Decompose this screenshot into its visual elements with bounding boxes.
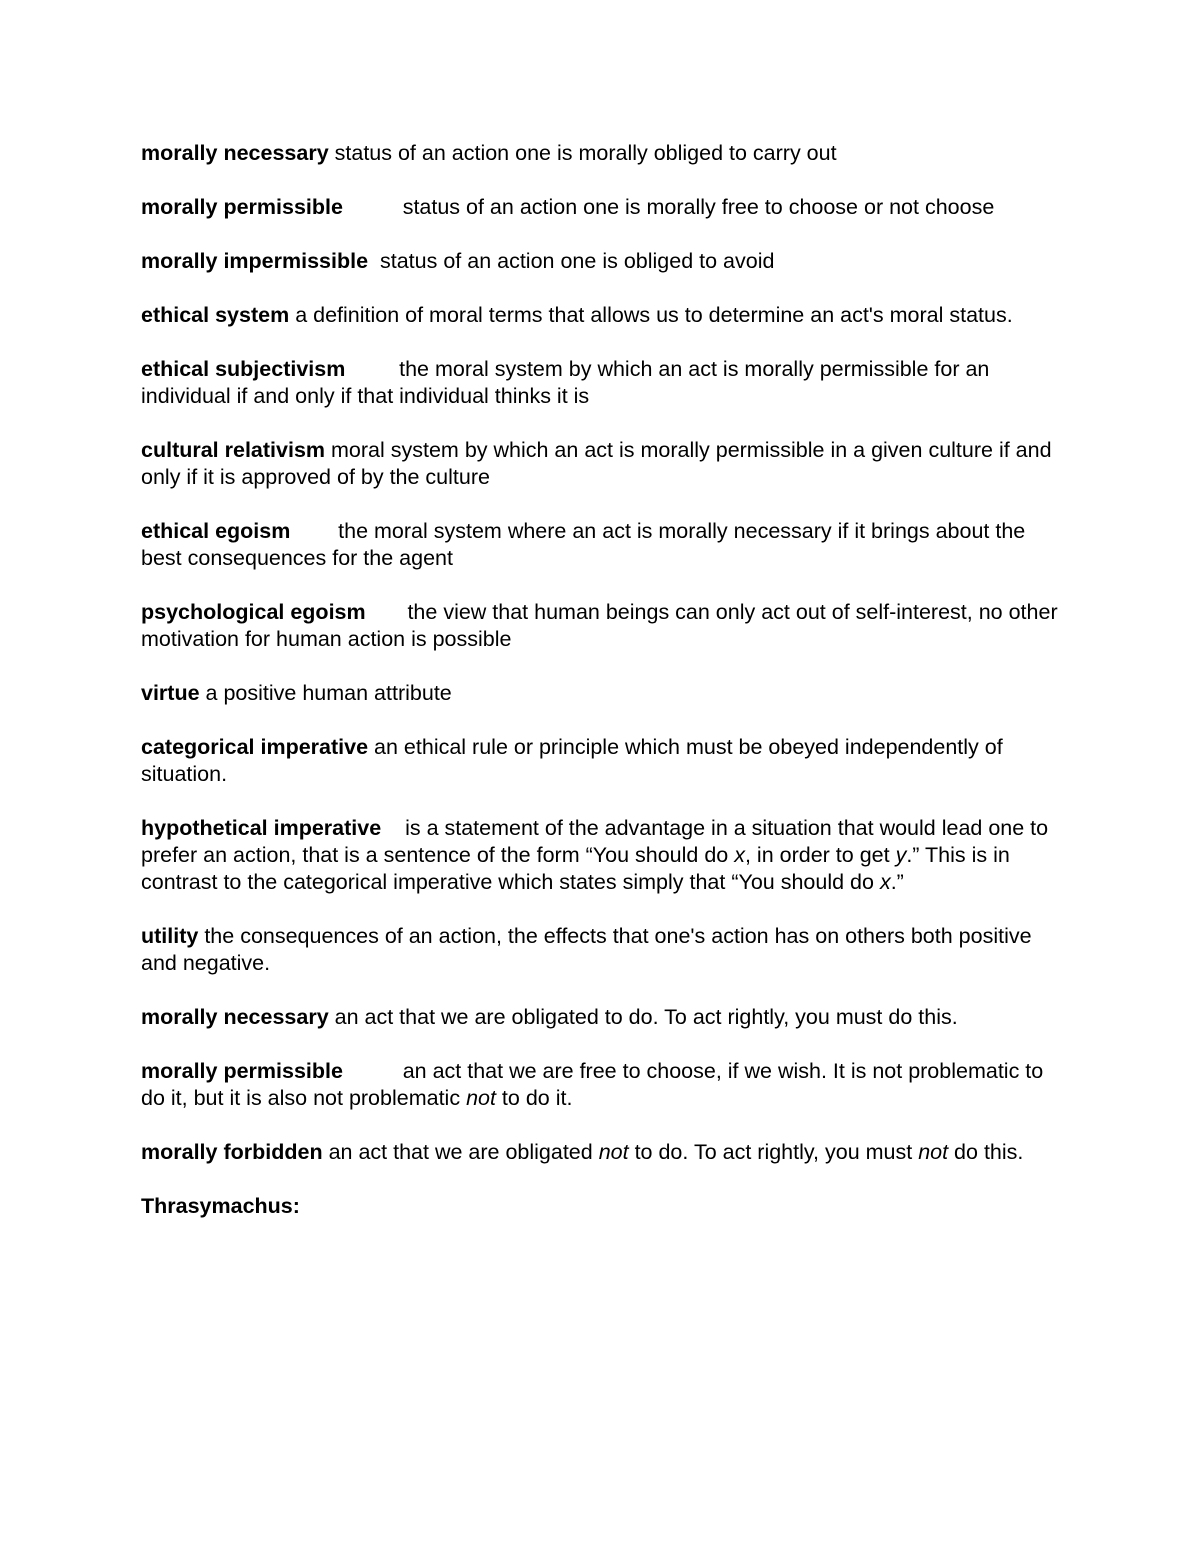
entry-term: morally forbidden [141, 1140, 323, 1164]
definition-entry [141, 302, 1066, 329]
definition-entry [141, 437, 1066, 491]
entry-term: utility [141, 924, 199, 948]
entry-definition: status of an action one is morally free to choose or not choose [402, 195, 995, 219]
section-heading: Thrasymachus: [141, 1194, 300, 1218]
italic-emphasis: not [466, 1086, 496, 1110]
definition-entry [141, 1058, 1066, 1112]
entry-term: ethical system [141, 303, 290, 327]
entry-term: categorical imperative [141, 735, 369, 759]
definition-text: to do it. [495, 1086, 573, 1110]
term-spacing [381, 816, 405, 840]
definition-entry [141, 140, 1066, 167]
term-spacing [366, 600, 408, 624]
entry-term: morally permissible [141, 1059, 343, 1083]
term-spacing [343, 1059, 403, 1083]
definition-entry [141, 1139, 1066, 1166]
definition-text: , in order to get [744, 843, 896, 867]
definition-text: .” [890, 870, 904, 894]
entry-term: ethical subjectivism [141, 357, 346, 381]
definition-entry [141, 248, 1066, 275]
entry-term: cultural relativism [141, 438, 326, 462]
entry-term: hypothetical imperative [141, 816, 382, 840]
entry-definition: a definition of moral terms that allows us to determine an act's moral status. [295, 303, 1013, 327]
term-spacing [368, 249, 380, 273]
entry-definition: the consequences of an action, the effects that one's action has on others both positive and negative. [141, 924, 1032, 975]
italic-emphasis: not [598, 1140, 629, 1164]
entry-definition: an ethical rule or principle which must be obeyed independently of situation. [141, 735, 1003, 786]
definition-entry [141, 518, 1066, 572]
entry-definition: the view that human beings can only act out of self-interest, no other motivation for human action is possible [141, 600, 1058, 651]
definition-entry [141, 599, 1066, 653]
definition-text: .” This is in contrast to the categorical imperative which states simply that “You should do [141, 843, 1010, 894]
definition-text: an act that we are free to choose, if we wish. It is not problematic to do it, but it is also not problematic [141, 1059, 1044, 1110]
definition-entry [141, 194, 1066, 221]
entry-definition: the moral system by which an act is morally permissible for an individual if and only if that individual thinks it is [141, 357, 990, 408]
term-spacing [343, 195, 403, 219]
entry-term: morally permissible [141, 195, 343, 219]
definition-entry [141, 734, 1066, 788]
entry-definition: status of an action one is obliged to avoid [380, 249, 775, 273]
entry-term: psychological egoism [141, 600, 366, 624]
entry-term: ethical egoism [141, 519, 291, 543]
definition-entry [141, 1004, 1066, 1031]
definition-text: an act that we are obligated [328, 1140, 599, 1164]
entry-definition: an act that we are obligated to do. To act rightly, you must do this. [334, 1005, 958, 1029]
entry-term: morally necessary [141, 1005, 329, 1029]
definition-text: is a statement of the advantage in a situation that would lead one to prefer an action, that is a sentence of the form “You should do [141, 816, 1049, 867]
definition-entry [141, 923, 1066, 977]
italic-variable: y [895, 843, 907, 867]
document-body [141, 140, 1066, 1220]
entry-definition: the moral system where an act is morally necessary if it brings about the best consequences for the agent [141, 519, 1026, 570]
entry-definition: moral system by which an act is morally permissible in a given culture if and only if it is approved of by the culture [141, 438, 1052, 489]
entry-term: virtue [141, 681, 200, 705]
entry-term: morally necessary [141, 141, 329, 165]
definition-entry [141, 356, 1066, 410]
entry-definition: status of an action one is morally obliged to carry out [334, 141, 837, 165]
term-spacing [345, 357, 399, 381]
italic-variable: x [879, 870, 891, 894]
italic-variable: x [734, 843, 745, 867]
term-spacing [290, 519, 338, 543]
italic-emphasis: not [918, 1140, 949, 1164]
definition-text: do this. [948, 1140, 1024, 1164]
entry-definition [329, 1140, 1024, 1164]
definition-entry [141, 680, 1066, 707]
definition-text: to do. To act rightly, you must [628, 1140, 919, 1164]
entry-term: morally impermissible [141, 249, 369, 273]
definition-entry [141, 815, 1066, 896]
entry-definition: a positive human attribute [205, 681, 452, 705]
